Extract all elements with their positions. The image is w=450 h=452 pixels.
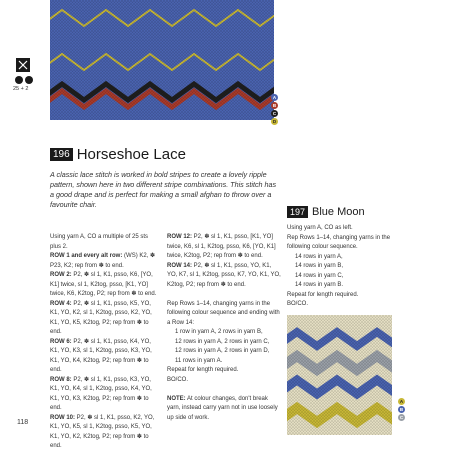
swatch-marker: B [272, 103, 277, 108]
row-text: (WS) K2, ✽ P23, K2; rep from ✽ to end. [50, 253, 156, 269]
bind-off: BO/CO. [167, 376, 189, 383]
pattern-title: Blue Moon [312, 206, 365, 218]
swatch-marker: B [399, 407, 404, 412]
swatch-marker: A [399, 399, 404, 404]
instructions-column-1 [50, 233, 158, 452]
colour-sequence-item: 12 rows in yarn A, 2 rows in yarn D, [175, 348, 270, 354]
row-label: ROW 12: [167, 234, 193, 240]
swatch-photo-horseshoe-lace [50, 0, 274, 120]
row-text: P2, ✽ sl 1, K1, psso, K2, YO, K1, YO, K5, sl 1, K2tog, psso, K5, YO, K1, YO, K2, K2tog, P2; rep from ✽ to end. [50, 414, 155, 449]
page-number: 118 [17, 419, 29, 426]
cast-on: Using yarn A, CO as left. [287, 225, 353, 231]
colour-sequence-item: 11 rows in yarn A. [175, 357, 223, 364]
stitch-multiple: 25 + 2 [13, 86, 29, 92]
cast-on: Using yarn A, CO a multiple of 25 sts plus 2. [50, 234, 149, 250]
colour-sequence-item: 1 row in yarn A, 2 rows in yarn B, [175, 329, 263, 335]
row-label: ROW 2: [50, 272, 72, 278]
colour-sequence-item: 14 rows in yarn A, [295, 253, 343, 260]
row-text: P2, ✽ sl 1, K1, psso, YO, K1, YO, K7, sl 1, K2tog, psso, K7, YO, K1, YO, K2tog, P2; rep from ✽ to end. [167, 262, 281, 288]
note-text: At colour changes, don't break yarn, instead carry yarn not in use loosely up side of work. [167, 395, 278, 421]
pattern-heading [287, 205, 365, 219]
pattern-number: 197 [287, 206, 308, 218]
row-label: ROW 1 and every alt row: [50, 253, 123, 259]
swatch-marker: D [272, 119, 277, 124]
row-label: ROW 14: [167, 262, 193, 269]
colour-sequence-item: 14 rows in yarn B, [295, 263, 344, 269]
row-label: ROW 6: [50, 338, 72, 345]
pattern-number: 196 [50, 148, 73, 161]
colour-sequence-item: 12 rows in yarn A, 2 rows in yarn C, [175, 338, 270, 345]
row-text: P2, ✽ sl 1, K1, psso, [K1, YO] twice, K6, sl 1, K2tog, psso, K6, [YO, K1] twice, K2tog, P2; rep from ✽ to end. [167, 234, 276, 259]
difficulty-icon [15, 76, 33, 84]
swatch-marker: C [399, 415, 404, 420]
row-label: ROW 8: [50, 376, 72, 383]
row-text: P2, ✽ sl 1, K1, psso, K5, YO, K1, YO, K2, sl 1, K2tog, psso, K2, YO, K1, YO, K5, K2tog, P2; rep from ✽ to end. [50, 300, 152, 335]
row-text: P2, ✽ sl 1, K1, psso, K6, [YO, K1] twice, sl 1, K2tog, psso, [K1, YO] twice, K6, K2tog, P2; rep from ✽ to end. [50, 272, 157, 297]
instructions-column-2 [167, 233, 282, 423]
pattern-intro: A classic lace stitch is worked in bold stripes to create a lovely ripple pattern, shown here in two different stripe combinations. This stitch has a good drape and is perfect for making a small afghan to throw over a favourite chair. [50, 170, 277, 209]
pattern-heading [50, 146, 186, 162]
repeat-instruction: Rep Rows 1–14, changing yarns in the following colour sequence and ending with a Row 14: [167, 300, 280, 326]
row-text: P2, ✽ sl 1, K1, psso, K3, YO, K1, YO, K4, sl 1, K2tog, psso, K4, YO, K1, YO, K3, K2tog, P2; rep from ✽ to end. [50, 376, 152, 411]
swatch-photo-blue-moon [287, 315, 392, 435]
row-label: ROW 4: [50, 300, 72, 307]
knitting-needle-icon [16, 58, 30, 72]
repeat-instruction: Rep Rows 1–14, changing yarns in the following colour sequence. [287, 234, 391, 250]
swatch-marker: C [272, 111, 277, 116]
note-label: NOTE: [167, 395, 186, 402]
bind-off: BO/CO. [287, 301, 309, 307]
instructions-column-3 [287, 224, 407, 310]
swatch-marker: A [272, 95, 277, 100]
row-text: P2, ✽ sl 1, K1, psso, K4, YO, K1, YO, K3, sl 1, K2tog, psso, K3, YO, K1, YO, K4, K2tog, P2; rep from ✽ to end. [50, 338, 152, 373]
colour-sequence-item: 14 rows in yarn B. [295, 282, 344, 288]
row-label: ROW 10: [50, 414, 76, 421]
repeat-length: Repeat for length required. [167, 367, 239, 373]
colour-sequence-item: 14 rows in yarn C, [295, 272, 344, 279]
pattern-title: Horseshoe Lace [76, 145, 186, 163]
repeat-length: Repeat for length required. [287, 291, 359, 298]
